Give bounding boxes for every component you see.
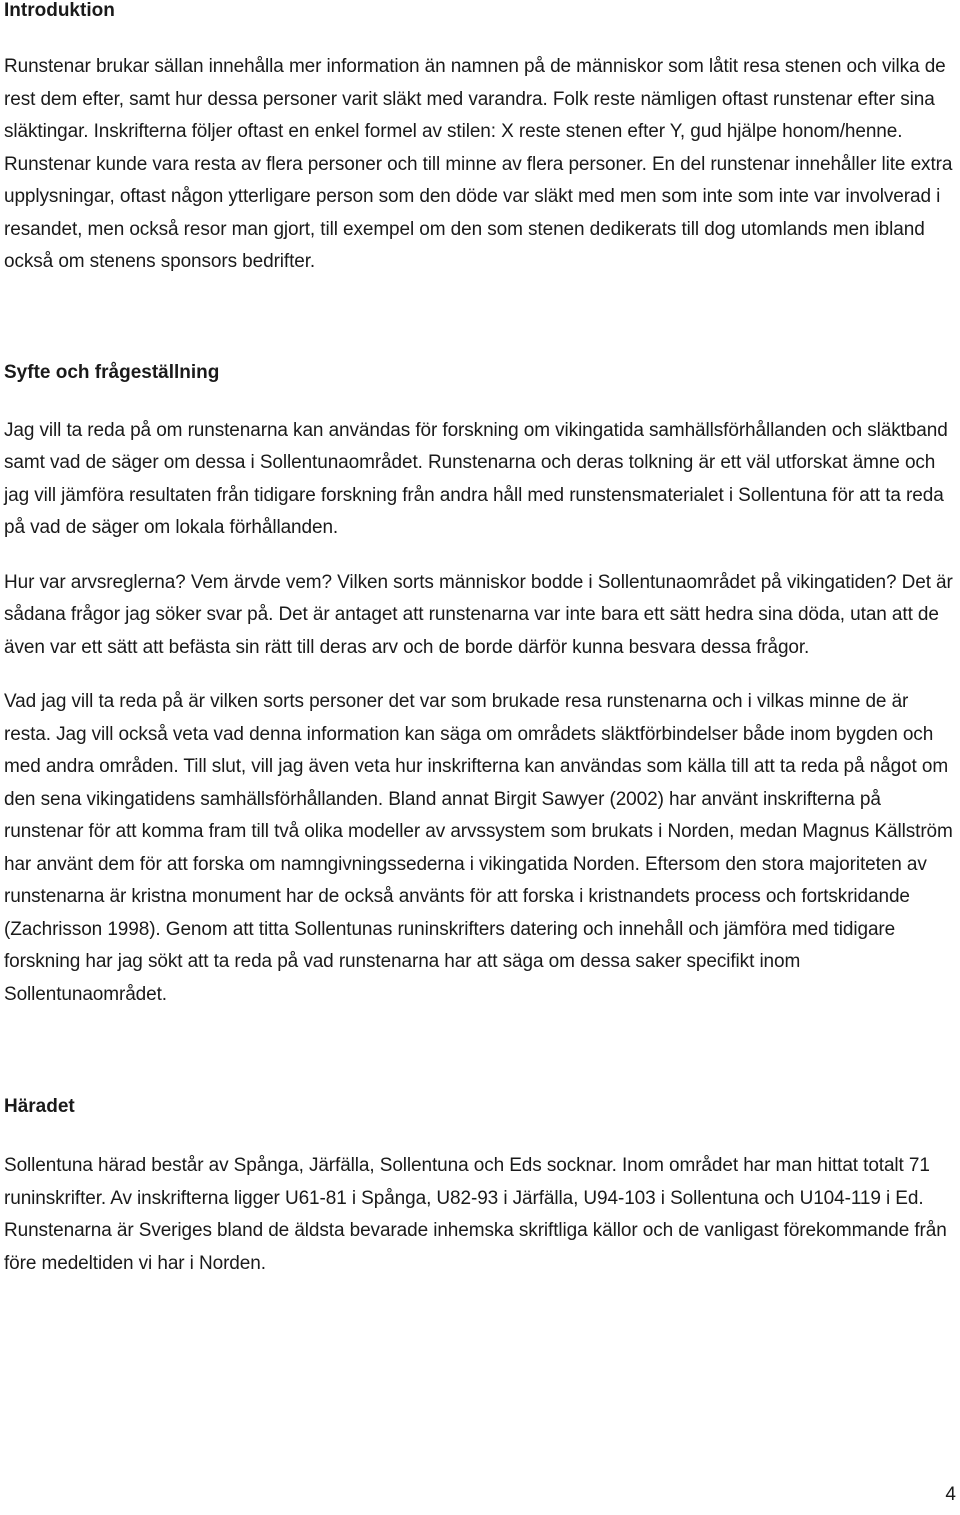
page-number: 4 xyxy=(945,1484,956,1505)
paragraph-syfte-2: Hur var arvsreglerna? Vem ärvde vem? Vilken sorts människor bodde i Sollentunaområdet på vikingatiden? Det är sådana frågor jag söker svar på. Det är antaget att runstenarna var inte bara ett sätt hedra sina döda, utan att de även var ett sätt att befästa sin rätt till deras arv och de borde därför kunna besvara dessa frågor. xyxy=(4,571,953,658)
paragraph-syfte-1: Jag vill ta reda på om runstenarna kan användas för forskning om vikingatida samhällsförhållanden och släktband samt vad de säger om dessa i Sollentunaområdet. Runstenarna och deras tolkning är ett väl utforskat ämne och jag vill jämföra resultaten från tidigare forskning från andra håll med runstensmaterialet i Sollentuna för att ta reda på vad de säger om lokala förhållanden. xyxy=(4,419,948,538)
paragraph-introduktion: Runstenar brukar sällan innehålla mer information än namnen på de människor som låtit resa stenen och vilka de rest dem efter, samt hur dessa personer varit släkt med varandra. Folk reste nämligen oftast runstenar efter sina släktingar. Inskrifterna följer oftast en enkel formel av stilen: X reste stenen efter Y, gud hjälpe honom/henne. Runstenar kunde vara resta av flera personer och till minne av flera personer. En del runstenar innehåller lite extra upplysningar, oftast någon ytterligare person som den döde var släkt med men som inte som inte var involverad i resandet, men också resor man gjort, till exempel om den som stenen dedikerats till dog utomlands men ibland också om stenens sponsors bedrifter. xyxy=(4,56,953,272)
paragraph-haradet: Sollentuna härad består av Spånga, Järfälla, Sollentuna och Eds socknar. Inom området har man hittat totalt 71 runinskrifter. Av inskrifterna ligger U61-81 i Spånga, U82-93 i Järfälla, U94-103 i Sollentuna och U104-119 i Ed. Runstenarna är Sveriges bland de äldsta bevarade inhemska skriftliga källor och de vanligast förekommande från före medeltiden vi har i Norden. xyxy=(4,1155,947,1274)
section-heading-haradet: Häradet xyxy=(4,1096,75,1117)
section-heading-syfte: Syfte och frågeställning xyxy=(4,361,220,383)
document-page xyxy=(4,0,956,1280)
paragraph-syfte-3: Vad jag vill ta reda på är vilken sorts personer det var som brukade resa runstenarna och i vilkas minne de är resta. Jag vill också veta vad denna information kan säga om områdets släktförbindelser både inom bygden och med andra områden. Till slut, vill jag även veta hur inskrifterna kan användas som källa till att ta reda på något om den sena vikingatidens samhällsförhållanden. Bland annat Birgit Sawyer (2002) har använt inskrifterna på runstenar för att komma fram till två olika modeller av arvssystem som brukats i Norden, medan Magnus Källström har använt dem för att forska om namngivningssederna i vikingatida Norden. Eftersom den stora majoriteten av runstenarna är kristna monument har de också använts för att forska i kristnandets process och fortskridande (Zachrisson 1998). Genom att titta Sollentunas runinskrifters datering och innehåll och jämföra med tidigare forskning har jag sökt att ta reda på vad runstenarna har att säga om dessa saker specifikt inom Sollentunaområdet. xyxy=(4,691,953,1005)
section-heading-introduktion: Introduktion xyxy=(4,0,115,21)
